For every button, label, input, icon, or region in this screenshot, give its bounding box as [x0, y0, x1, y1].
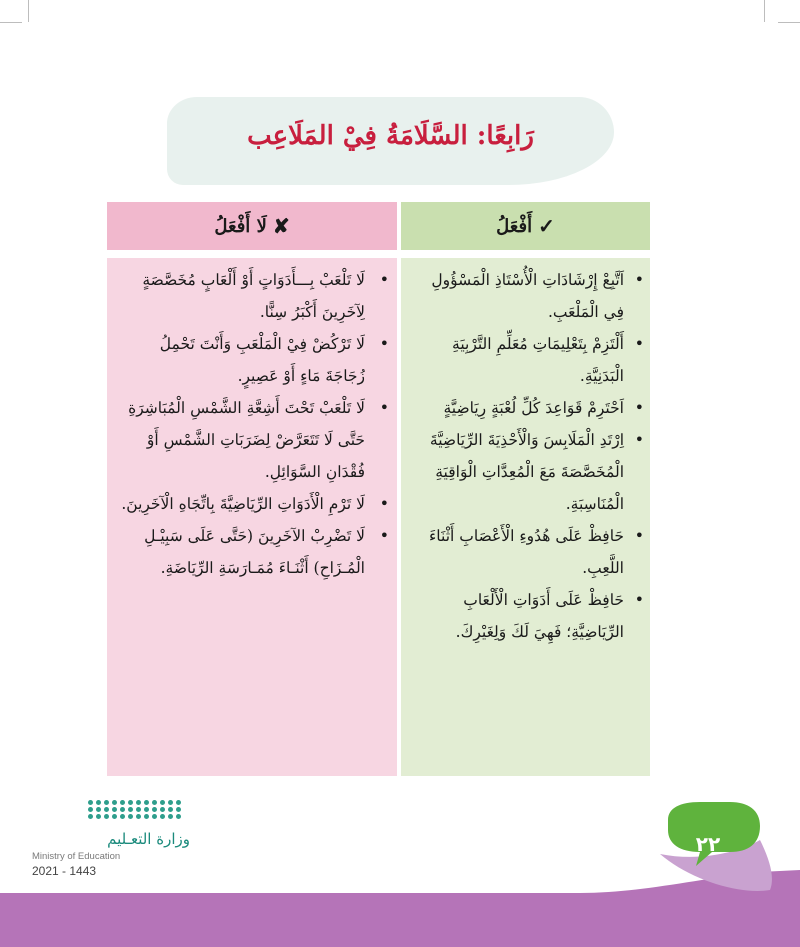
- title-banner: [167, 97, 614, 185]
- list-item: • اِرْتَدِ الْمَلَابِسَ وَالْأَحْذِيَةَ الرِّيَاضِيَّةَ الْمُخَصَّصَةَ مَعَ الْمُعِدَّاتِ الْوَاقِيَةِ الْمُنَاسِبَةِ.: [411, 424, 628, 520]
- do-heading: [401, 202, 650, 250]
- page-title: رَابِعًا: السَّلَامَةُ فِيْ المَلَاعِب: [247, 121, 534, 151]
- divider: [396, 250, 650, 258]
- dont-heading-label: لَا أَفْعَلُ: [214, 215, 267, 237]
- list-item: • حَافِظْ عَلَى هُدُوءِ الْأَعْصَابِ أَثْنَاءَ اللَّعِبِ.: [411, 520, 628, 584]
- list-item: • لَا تَضْرِبْ الآخَرِينَ (حَتَّى عَلَى سَبِيْـلِ الْمُـزَاحِ) أَثْنَـاءَ مُمَـارَسَةِ الرِّيَاضَةِ.: [121, 520, 369, 584]
- list-item: • حَافِظْ عَلَى أَدَوَاتِ الْأَلْعَابِ الرِّيَاضِيَّةِ؛ فَهِيَ لَكَ وَلِغَيْرِكَ.: [411, 584, 628, 648]
- list-item: • اَتَّبِعْ إِرْشَادَاتِ الْأُسْتَاذِ الْمَسْؤُولِ فِي الْمَلْعَبِ.: [411, 264, 628, 328]
- crop-mark: [28, 0, 29, 22]
- list-item: • لَا تَلْعَبْ بِـــأَدَوَاتٍ أَوْ أَلْعَابٍ مُخَصَّصَةٍ لِآخَرِينَ أَكْبَرُ سِنًّا.: [121, 264, 369, 328]
- list-item: • لَا تَرْكُضْ فِيْ الْمَلْعَبِ وَأَنْتَ تَحْمِلُ زُجَاجَةَ مَاءٍ أَوْ عَصِيرٍ.: [121, 328, 369, 392]
- do-dont-table: [107, 202, 650, 776]
- logo-dots-icon: [88, 800, 182, 819]
- list-item: • لَا تَلْعَبْ تَحْتَ أَشِعَّةِ الشَّمْسِ الْمُبَاشِرَةِ حَتَّى لَا تَتَعَرَّضْ لِضَرَبَاتِ الشَّمْسِ أَوْ فُقْدَانِ السَّوَائِلِ.: [121, 392, 369, 488]
- ministry-name-en: Ministry of Education: [32, 851, 121, 862]
- x-mark-icon: ✘: [272, 214, 290, 238]
- crop-mark: [0, 22, 22, 23]
- list-item: • لَا تَرْمِ الْأَدَوَاتِ الرِّيَاضِيَّةَ بِاتِّجَاهِ الْآخَرِينَ.: [121, 488, 369, 520]
- list-item: • أَلْتَزِمْ بِتَعْلِيمَاتِ مُعَلِّمِ التَّرْبِيَةِ الْبَدَنِيَّةِ.: [411, 328, 628, 392]
- dont-column: [107, 202, 397, 776]
- ministry-logo: [30, 800, 190, 890]
- dont-heading: [107, 202, 397, 250]
- do-list: [401, 264, 650, 648]
- do-column: [401, 202, 650, 776]
- divider: [107, 250, 397, 258]
- page-number: ٢٢: [695, 832, 721, 856]
- crop-mark: [778, 22, 800, 23]
- dont-list: [107, 264, 397, 584]
- do-heading-label: أَفْعَلُ: [496, 215, 533, 237]
- ministry-name-ar: وزارة التعـليم: [107, 830, 190, 848]
- edition-year: 2021 - 1443: [32, 864, 97, 878]
- crop-mark: [764, 0, 765, 22]
- list-item: • اَحْتَرِمْ قَوَاعِدَ كُلِّ لُعْبَةٍ رِيَاضِيَّةٍ: [411, 392, 628, 424]
- check-icon: ✓: [538, 214, 555, 238]
